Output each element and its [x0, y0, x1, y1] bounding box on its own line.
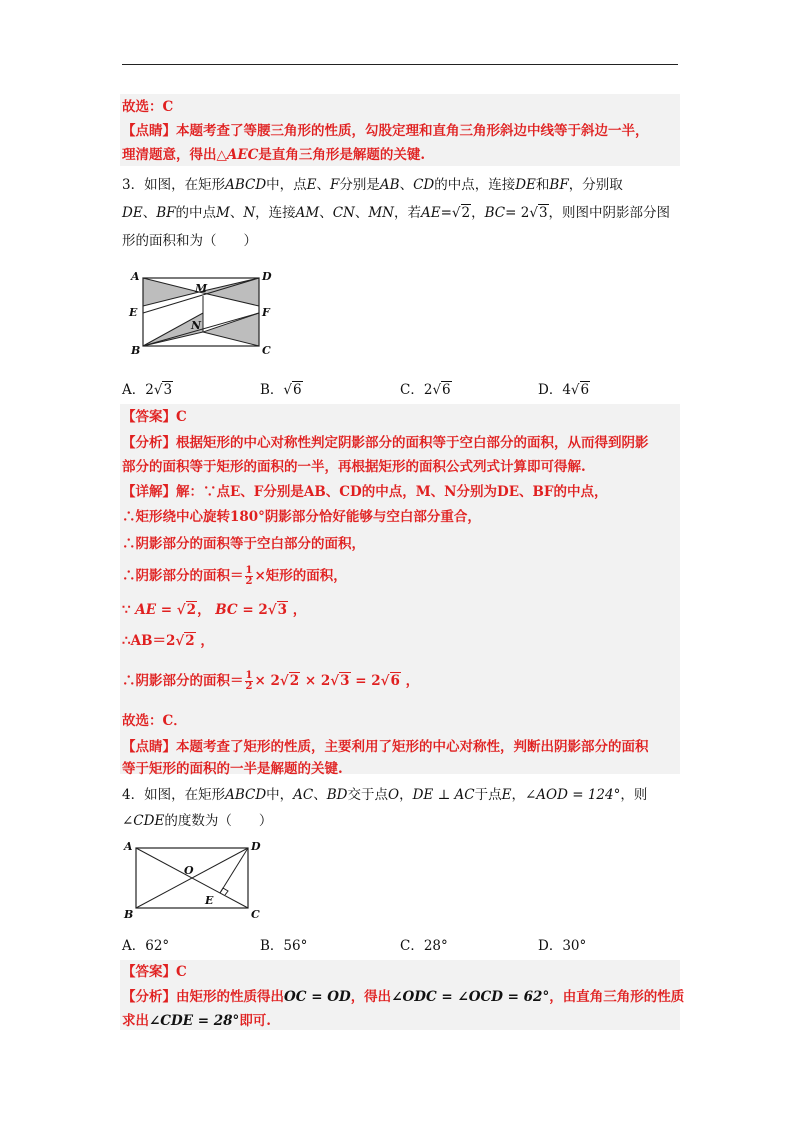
sqrt: √3 — [267, 602, 288, 618]
math: F — [330, 177, 340, 193]
sqrt: √2 — [451, 205, 471, 221]
numerator: 1 — [245, 565, 253, 576]
analysis-text: ，由直角三角形的性质 — [549, 989, 685, 1005]
math: AB — [379, 177, 400, 193]
text: 、 — [316, 177, 331, 193]
q3-option-b[interactable] — [260, 378, 303, 398]
radicand: 2 — [289, 673, 300, 689]
option-key: C． — [400, 382, 424, 398]
text: 、 — [313, 787, 327, 803]
detail-text: ， — [195, 633, 214, 649]
radicand: 3 — [277, 602, 288, 618]
q3-detail-2: ∴矩形绕中心旋转180°阴影部分恰好能够与空白部分重合， — [122, 509, 481, 525]
radicand: 2 — [186, 602, 197, 618]
shaded-region — [199, 278, 259, 306]
math: AM — [295, 205, 320, 221]
text: 交于点 — [347, 787, 389, 803]
detail-text: ， — [197, 602, 216, 618]
option-value: 56° — [283, 938, 308, 954]
label-e: E — [205, 894, 214, 907]
option-coef: 2 — [423, 382, 433, 398]
prev-comment-line-2 — [122, 146, 425, 164]
radicand: 6 — [293, 382, 302, 398]
fraction-half — [245, 671, 254, 692]
analysis-text: ，得出 — [350, 989, 392, 1005]
q3-comment-2: 等于矩形的面积的一半是解题的关键. — [122, 761, 343, 777]
q4-figure — [122, 838, 267, 924]
math: × 2 — [300, 673, 331, 689]
math: ∠ODC = ∠OCD = 62° — [391, 989, 550, 1005]
option-key: D． — [538, 382, 563, 398]
label-c: C — [251, 908, 260, 921]
q3-analysis-1 — [122, 434, 649, 452]
analysis-text: 求出 — [122, 1013, 149, 1029]
sqrt: √6 — [283, 382, 302, 398]
detail-text: ∴AB＝2 — [122, 633, 176, 649]
label-a: A — [124, 840, 133, 853]
detail-text: ×矩形的面积， — [254, 568, 347, 584]
math: DE — [515, 177, 536, 193]
q3-option-d[interactable] — [538, 378, 590, 398]
q4-option-c[interactable] — [400, 934, 448, 954]
option-key: A． — [122, 382, 146, 398]
math: O — [388, 787, 400, 803]
text: 、 — [399, 177, 414, 193]
math: BF — [156, 205, 176, 221]
math: BC — [484, 205, 506, 221]
sqrt: √6 — [432, 382, 451, 398]
label-d: D — [262, 270, 272, 283]
math: ABCD — [225, 787, 267, 803]
text: ， — [399, 787, 413, 803]
text: 的度数为（ ） — [164, 813, 273, 829]
text: 和 — [535, 177, 550, 193]
option-coef: 2 — [145, 382, 154, 398]
math: = 2 — [237, 602, 268, 618]
detail-text: ， — [400, 673, 420, 689]
sqrt: √3 — [330, 673, 350, 689]
text: ，若 — [394, 205, 421, 221]
q3-option-c[interactable] — [400, 378, 452, 398]
text: ， — [511, 787, 525, 803]
sqrt: √6 — [570, 382, 590, 398]
option-value: 62° — [145, 938, 170, 954]
math-triangle: △AEC — [216, 147, 259, 163]
option-value: 28° — [423, 938, 448, 954]
q3-detail-7 — [122, 671, 419, 692]
math: × 2 — [254, 673, 280, 689]
option-coef: 4 — [562, 382, 571, 398]
sqrt: √2 — [279, 673, 300, 689]
radicand: 3 — [163, 382, 173, 398]
q3-detail-1 — [122, 483, 608, 501]
option-key: D． — [538, 938, 563, 954]
q4-line-1 — [122, 786, 647, 804]
option-value: 30° — [562, 938, 587, 954]
math: OC = OD — [284, 989, 351, 1005]
option-key: A． — [122, 938, 146, 954]
label-n: N — [191, 319, 202, 332]
radicand: 6 — [390, 673, 400, 689]
radicand: 3 — [340, 673, 350, 689]
math: = 2 — [350, 673, 381, 689]
math: BF — [549, 177, 569, 193]
math: CD — [413, 177, 435, 193]
comment-text: 本题考查了矩形的性质，主要利用了矩形的中心对称性，判断出阴影部分的面积 — [176, 739, 649, 755]
label-m: M — [195, 282, 208, 295]
q4-option-b[interactable] — [260, 934, 307, 954]
text: ，连接 — [255, 205, 296, 221]
math: AE — [421, 205, 441, 221]
q3-line-1 — [122, 176, 623, 194]
q3-line-2 — [122, 204, 670, 222]
radicand: 6 — [442, 382, 451, 398]
q4-option-a[interactable] — [122, 934, 169, 954]
detail-text: ， — [288, 602, 307, 618]
text: 于点 — [474, 787, 502, 803]
label-b: B — [124, 908, 134, 921]
q3-option-a[interactable] — [122, 378, 173, 398]
comment-tag: 【点睛】 — [122, 739, 176, 755]
radicand: 6 — [580, 382, 590, 398]
math: AE — [135, 602, 157, 618]
math: M — [215, 205, 230, 221]
text: 、 — [319, 205, 333, 221]
text: 的中点 — [175, 205, 216, 221]
q4-line-2 — [122, 812, 272, 830]
detail-text: ∵ — [122, 602, 136, 618]
q3-figure — [125, 266, 280, 361]
math: = 2 — [505, 205, 530, 221]
q3-detail-5 — [122, 601, 306, 619]
header-rule — [122, 64, 678, 65]
math: ∠AOD = 124° — [525, 787, 621, 803]
prev-comment-line-1 — [122, 122, 649, 140]
q3-analysis-2: 部分的面积等于矩形的面积的一半，再根据矩形的面积公式列式计算即可得解. — [122, 459, 586, 475]
detail-text: ∴阴影部分的面积＝ — [122, 673, 244, 689]
detail-tag: 【详解】 — [122, 484, 176, 500]
segment-de — [220, 848, 248, 893]
q3-line-3: 形的面积和为（ ） — [122, 233, 257, 249]
sqrt: √2 — [175, 633, 195, 649]
math: AC — [293, 787, 314, 803]
q4-answer: 【答案】C — [122, 964, 187, 980]
text: 、 — [142, 205, 157, 221]
q3-comment-1 — [122, 738, 649, 756]
text: 中，点 — [266, 177, 307, 193]
analysis-text: 由矩形的性质得出 — [176, 989, 284, 1005]
q3-answer: 【答案】C — [122, 409, 187, 425]
math: = — [156, 602, 177, 618]
q4-option-d[interactable] — [538, 934, 586, 954]
radicand: 2 — [461, 205, 471, 221]
text: 的中点，连接 — [434, 177, 516, 193]
text: 中， — [266, 787, 294, 803]
option-key: C． — [400, 938, 424, 954]
math: DE ⊥ AC — [412, 787, 475, 803]
math: E — [306, 177, 317, 193]
math: ∠CDE = 28° — [149, 1013, 240, 1029]
radicand: 2 — [185, 633, 195, 649]
text: 、 — [354, 205, 369, 221]
shaded-region — [143, 278, 199, 306]
analysis-tag: 【分析】 — [122, 989, 176, 1005]
text: ，则图中阴影部分图 — [548, 205, 671, 221]
numerator: 1 — [245, 670, 253, 681]
math: MN — [368, 205, 394, 221]
comment-tag: 【点睛】 — [122, 123, 176, 139]
label-b: B — [131, 344, 141, 357]
q3-select: 故选：C． — [122, 713, 187, 729]
math: E — [501, 787, 512, 803]
q3-detail-3: ∴阴影部分的面积等于空白部分的面积， — [122, 536, 365, 552]
q3-detail-4 — [122, 566, 347, 587]
sqrt: √3 — [529, 205, 548, 221]
prev-answer: 故选：C — [122, 99, 174, 115]
math: CN — [332, 205, 355, 221]
fraction-half — [245, 566, 254, 587]
comment-text: 是直角三角形是解题的关键. — [258, 147, 426, 163]
comment-text: 理清题意，得出 — [122, 147, 217, 163]
label-a: A — [131, 270, 140, 283]
option-key: B． — [260, 938, 284, 954]
label-c: C — [262, 344, 271, 357]
math: N — [243, 205, 256, 221]
text: 分别是 — [339, 177, 380, 193]
sqrt: √2 — [176, 602, 197, 618]
comment-text: 本题考查了等腰三角形的性质，勾股定理和直角三角形斜边中线等于斜边一半， — [176, 123, 649, 139]
text: 、 — [229, 205, 244, 221]
q4-analysis-2 — [122, 1012, 271, 1030]
sqrt: √3 — [153, 382, 173, 398]
option-key: B． — [260, 382, 284, 398]
radicand: 3 — [538, 205, 548, 221]
math: = — [440, 205, 452, 221]
label-o: O — [184, 864, 194, 877]
text: ，则 — [620, 787, 648, 803]
text: 3．如图，在矩形 — [122, 177, 226, 193]
analysis-text: 即可. — [239, 1013, 272, 1029]
text: ， — [471, 205, 485, 221]
detail-text: ∴阴影部分的面积＝ — [122, 568, 244, 584]
sqrt: √6 — [380, 673, 400, 689]
analysis-tag: 【分析】 — [122, 435, 176, 451]
analysis-text: 根据矩形的中心对称性判定阴影部分的面积等于空白部分的面积，从而得到阴影 — [176, 435, 649, 451]
shaded-region — [203, 313, 259, 346]
denominator: 2 — [245, 681, 253, 692]
math: BD — [326, 787, 348, 803]
math: BC — [215, 602, 238, 618]
math: ABCD — [225, 177, 267, 193]
math: DE — [122, 205, 143, 221]
label-f: F — [262, 306, 270, 319]
text: 4．如图，在矩形 — [122, 787, 226, 803]
label-e: E — [129, 306, 138, 319]
text: ，分别取 — [568, 177, 623, 193]
denominator: 2 — [245, 576, 253, 587]
detail-text: 解：∵点E、F分别是AB、CD的中点，M、N分别为DE、BF的中点， — [176, 484, 608, 500]
q3-detail-6 — [122, 632, 214, 650]
math: ∠CDE — [122, 813, 165, 829]
label-d: D — [251, 840, 261, 853]
q4-analysis-1 — [122, 988, 684, 1006]
